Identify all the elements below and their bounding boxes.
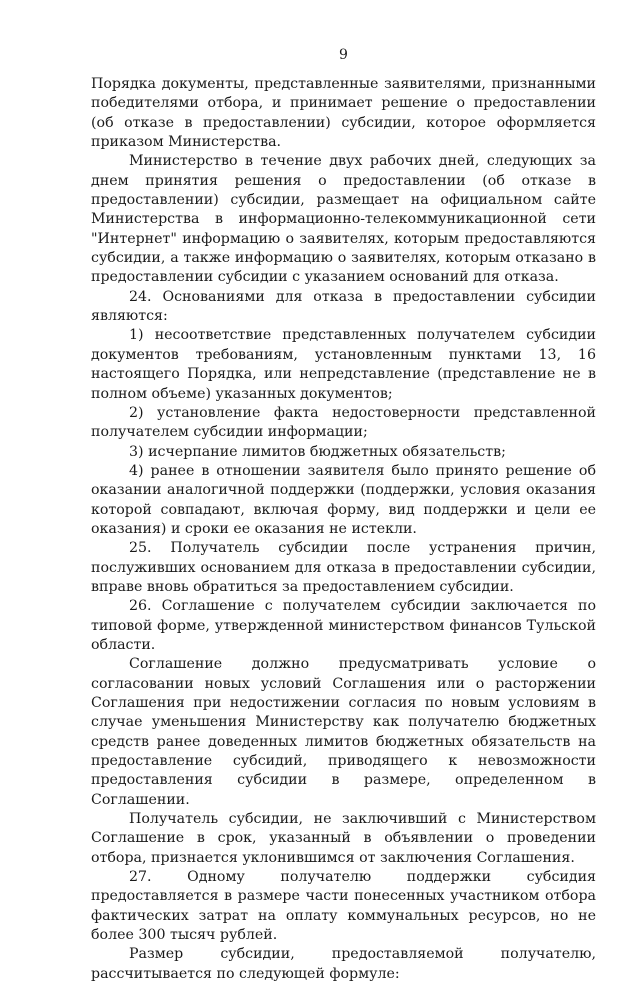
page-number: 9 <box>339 47 348 63</box>
paragraph-ground-1: 1) несоответствие представленных получателем субсидии документов требованиям, установленным пунктами 13, 16 настоящего Порядка, или непредставление (представление не в полном объеме) указанных документов; <box>91 327 596 402</box>
paragraph-continuation: Порядка документы, представленные заявителями, признанными победителями отбора, и принимает решение о предоставлении (об отказе в предоставлении) субсидии, которое оформляется приказом Министерства. <box>91 76 596 151</box>
document-body <box>91 75 596 984</box>
paragraph-publication-notice: Министерство в течение двух рабочих дней, следующих за днем принятия решения о предоставлении (об отказе в предоставлении) субсидии, размещает на официальном сайте Министерства в информационно-телекоммуникационной сети "Интернет" информацию о заявителях, которым предоставляются субсидии, а также информацию о заявителях, которым отказано в предоставлении субсидии с указанием оснований для отказа. <box>91 153 596 286</box>
paragraph-agreement-evasion: Получатель субсидии, не заключивший с Министерством Соглашение в срок, указанный в объявлении о проведении отбора, признается уклонившимся от заключения Соглашения. <box>91 811 596 866</box>
paragraph-item-24-refusal-grounds: 24. Основаниями для отказа в предоставлении субсидии являются: <box>91 288 596 325</box>
paragraph-item-26: 26. Соглашение с получателем субсидии заключается по типовой форме, утвержденной министерством финансов Тульской области. <box>91 598 596 653</box>
paragraph-item-25: 25. Получатель субсидии после устранения причин, послуживших основанием для отказа в предоставлении субсидии, вправе вновь обратиться за предоставлением субсидии. <box>91 540 596 595</box>
paragraph-agreement-conditions: Соглашение должно предусматривать условие о согласовании новых условий Соглашения или о расторжении Соглашения при недостижении согласия по новым условиям в случае уменьшения Министерству как получателю бюджетных средств ранее доведенных лимитов бюджетных обязательств на предоставление субсидий, приводящего к невозможности предоставления субсидии в размере, определенном в Соглашении. <box>91 656 596 808</box>
paragraph-ground-2: 2) установление факта недостоверности представленной получателем субсидии информации; <box>91 404 596 441</box>
paragraph-subsidy-formula-intro: Размер субсидии, предоставляемой получателю, рассчитывается по следующей формуле: <box>91 946 596 982</box>
paragraph-ground-4: 4) ранее в отношении заявителя было принято решение об оказании аналогичной поддержки (поддержки, условия оказания которой совпадают, включая форму, вид поддержки и цели ее оказания) и сроки ее оказания не истекли. <box>91 462 596 537</box>
paragraph-item-27: 27. Одному получателю поддержки субсидия предоставляется в размере части понесенных участником отбора фактических затрат на оплату коммунальных ресурсов, но не более 300 тысяч рублей. <box>91 869 596 944</box>
paragraph-ground-3: 3) исчерпание лимитов бюджетных обязательств; <box>129 443 506 460</box>
